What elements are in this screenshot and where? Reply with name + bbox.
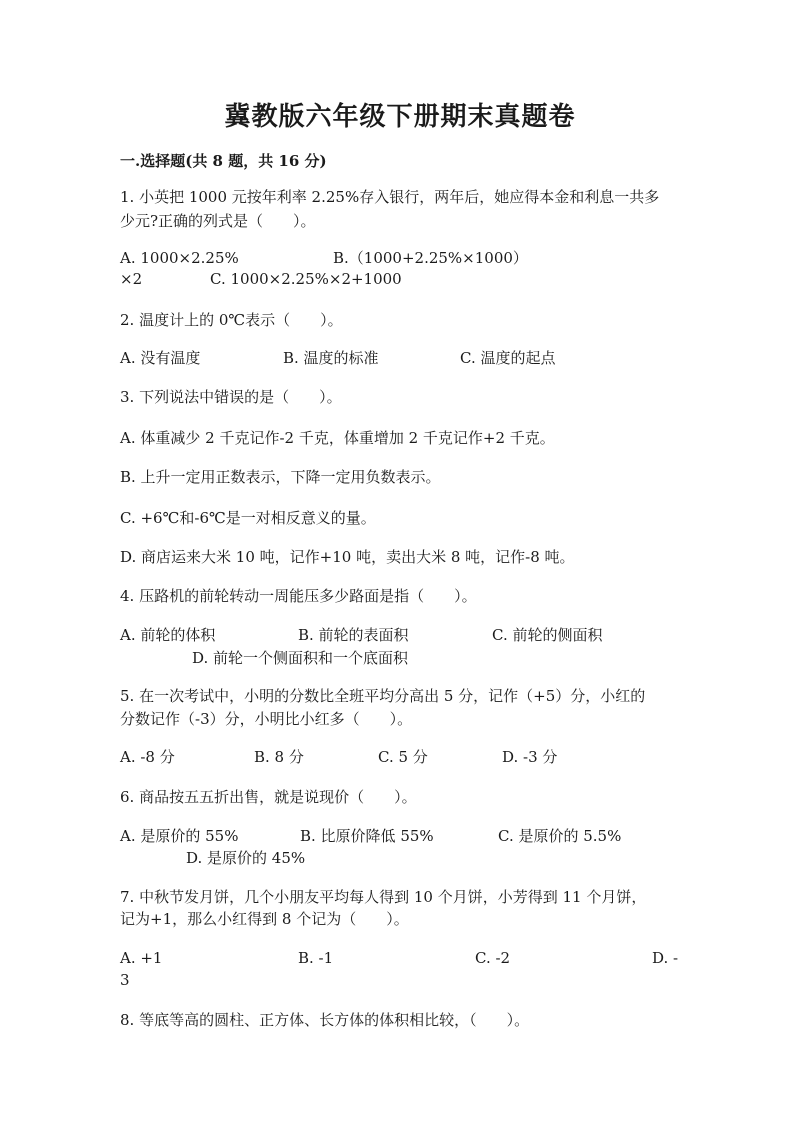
question-5-stem-line-2: 分数记作（-3）分，小明比小红多（ ）。 bbox=[120, 710, 413, 728]
question-6-stem: 6. 商品按五五折出售，就是说现价（ ）。 bbox=[120, 788, 417, 806]
question-4-stem: 4. 压路机的前轮转动一周能压多少路面是指（ ）。 bbox=[120, 587, 477, 605]
question-3-option-d: D. 商店运来大米 10 吨，记作+10 吨，卖出大米 8 吨，记作-8 吨。 bbox=[120, 548, 575, 566]
question-6-option-d: D. 是原价的 45% bbox=[186, 849, 306, 867]
question-5-option-d: D. -3 分 bbox=[502, 748, 558, 766]
question-3-option-a: A. 体重减少 2 千克记作-2 千克，体重增加 2 千克记作+2 千克。 bbox=[120, 429, 555, 447]
question-2-stem: 2. 温度计上的 0℃表示（ ）。 bbox=[120, 311, 343, 329]
question-5-option-a: A. -8 分 bbox=[120, 748, 175, 766]
question-7-option-b: B. -1 bbox=[298, 949, 334, 967]
question-7-option-d-continued: 3 bbox=[120, 971, 130, 989]
question-3-option-c: C. +6℃和-6℃是一对相反意义的量。 bbox=[120, 509, 376, 527]
question-6-option-a: A. 是原价的 55% bbox=[120, 827, 239, 845]
question-5-option-b: B. 8 分 bbox=[254, 748, 304, 766]
page-title: 冀教版六年级下册期末真题卷 bbox=[224, 102, 576, 132]
question-1-option-b-continued: ×2 bbox=[120, 270, 143, 288]
question-6-option-c: C. 是原价的 5.5% bbox=[498, 827, 622, 845]
question-1-option-b: B.（1000+2.25%×1000） bbox=[333, 249, 528, 267]
question-2-option-c: C. 温度的起点 bbox=[460, 349, 556, 367]
question-1-stem-line-2: 少元?正确的列式是（ ）。 bbox=[120, 212, 316, 230]
question-7-option-d: D. - bbox=[652, 949, 679, 967]
question-1-stem-line-1: 1. 小英把 1000 元按年利率 2.25%存入银行，两年后，她应得本金和利息一共多 bbox=[120, 188, 660, 206]
question-2-option-a: A. 没有温度 bbox=[120, 349, 201, 367]
question-4-option-a: A. 前轮的体积 bbox=[120, 626, 216, 644]
question-7-option-a: A. +1 bbox=[120, 949, 163, 967]
question-5-option-c: C. 5 分 bbox=[378, 748, 428, 766]
question-3-option-b: B. 上升一定用正数表示，下降一定用负数表示。 bbox=[120, 468, 441, 486]
section-heading: 一.选择题(共 8 题，共 16 分) bbox=[120, 152, 327, 170]
question-4-option-c: C. 前轮的侧面积 bbox=[492, 626, 603, 644]
question-4-option-d: D. 前轮一个侧面积和一个底面积 bbox=[192, 649, 409, 667]
question-7-stem-line-1: 7. 中秋节发月饼，几个小朋友平均每人得到 10 个月饼，小芳得到 11 个月饼， bbox=[120, 888, 647, 906]
question-7-stem-line-2: 记为+1，那么小红得到 8 个记为（ ）。 bbox=[120, 910, 409, 928]
question-3-stem: 3. 下列说法中错误的是（ ）。 bbox=[120, 388, 342, 406]
question-5-stem-line-1: 5. 在一次考试中，小明的分数比全班平均分高出 5 分，记作（+5）分，小红的 bbox=[120, 687, 646, 705]
question-6-option-b: B. 比原价降低 55% bbox=[300, 827, 434, 845]
question-7-option-c: C. -2 bbox=[475, 949, 511, 967]
question-8-stem: 8. 等底等高的圆柱、正方体、长方体的体积相比较，（ ）。 bbox=[120, 1011, 530, 1029]
question-1-option-c: C. 1000×2.25%×2+1000 bbox=[210, 270, 402, 288]
question-2-option-b: B. 温度的标准 bbox=[283, 349, 379, 367]
question-4-option-b: B. 前轮的表面积 bbox=[298, 626, 409, 644]
question-1-option-a: A. 1000×2.25% bbox=[120, 249, 239, 267]
